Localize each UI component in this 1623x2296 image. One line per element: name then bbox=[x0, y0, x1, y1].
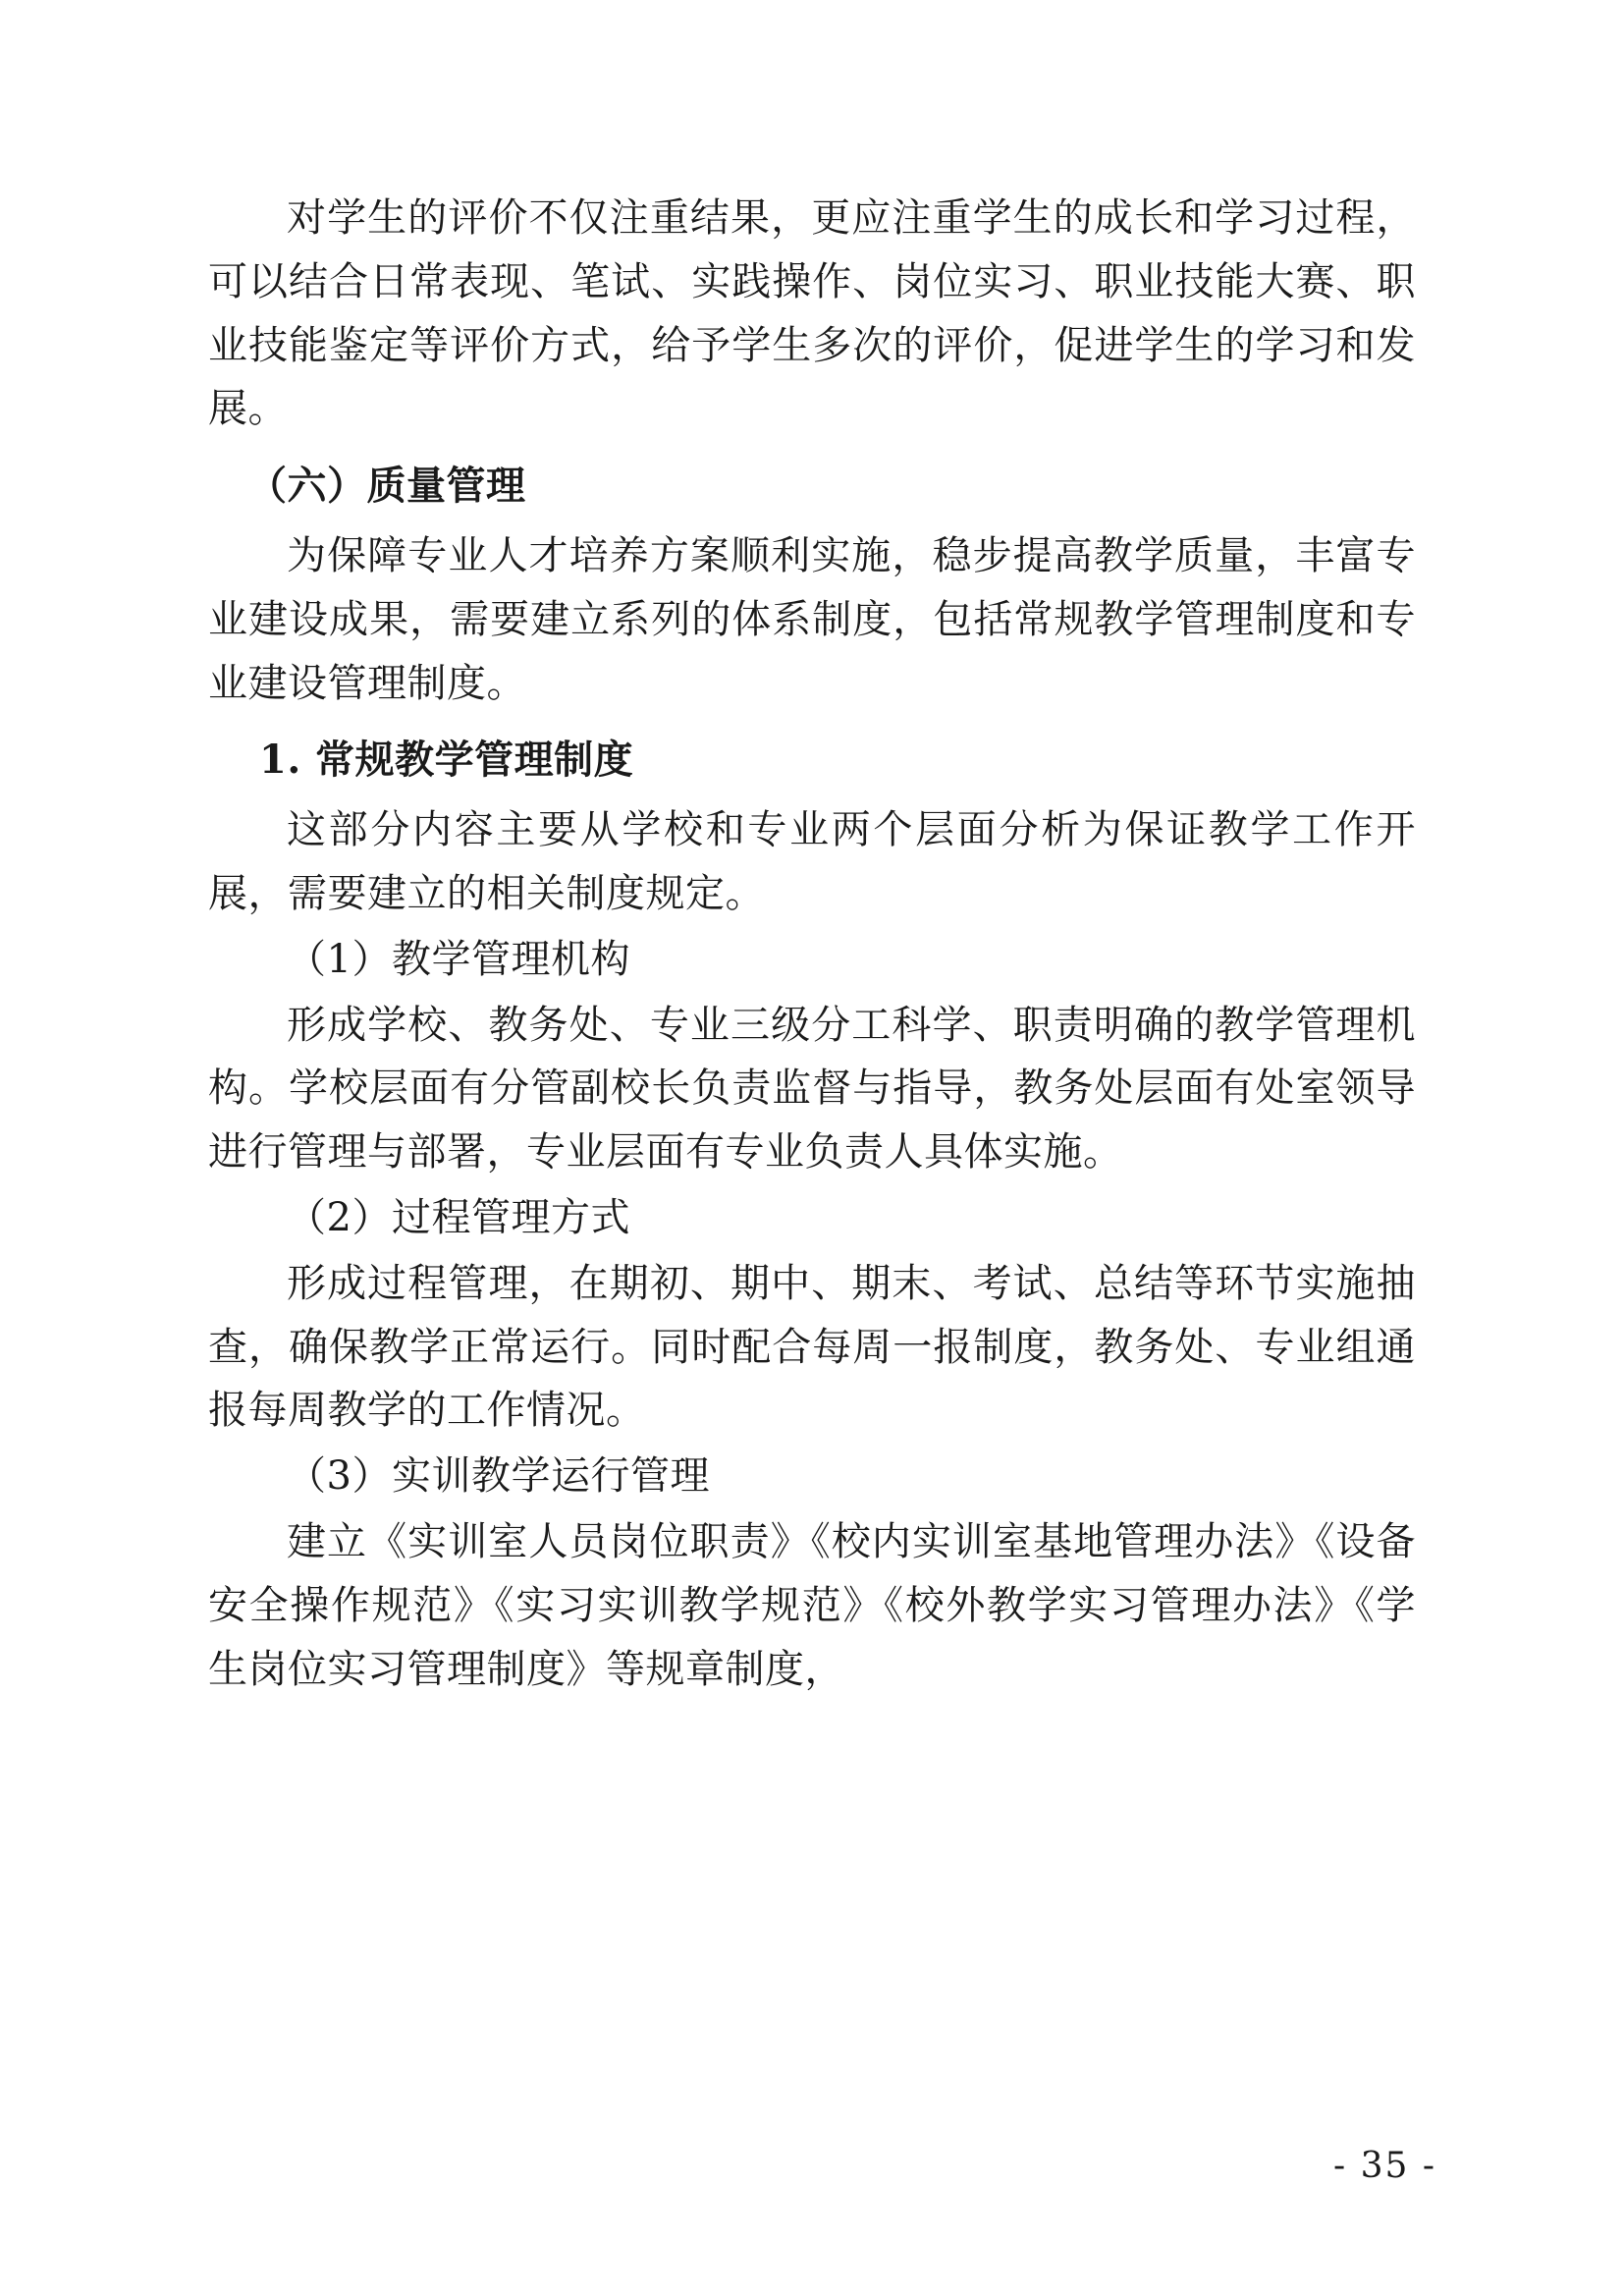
subheading-routine-teaching-system: 1. 常规教学管理制度 bbox=[259, 737, 634, 784]
block-paragraph-process-management bbox=[208, 1252, 1416, 1443]
block-paragraph-training-operation bbox=[208, 1510, 1416, 1701]
paragraph-routine-intro: 这部分内容主要从学校和专业两个层面分析为保证教学工作开展，需要建立的相关制度规定。 bbox=[208, 807, 1416, 916]
block-item-teaching-management-org bbox=[208, 928, 1416, 992]
paragraph-process-management: 形成过程管理，在期初、期中、期末、考试、总结等环节实施抽查，确保教学正常运行。同时配合每周一报制度，教务处、专业组通报每周教学的工作情况。 bbox=[208, 1260, 1416, 1434]
block-item-training-operation bbox=[208, 1445, 1416, 1508]
page-number: - 35 - bbox=[1332, 2146, 1436, 2186]
item-teaching-management-org-title: （1）教学管理机构 bbox=[287, 936, 630, 982]
block-paragraph-teaching-management-org bbox=[208, 994, 1416, 1184]
item-training-operation-title: （3）实训教学运行管理 bbox=[287, 1453, 710, 1500]
block-paragraph-evaluation bbox=[208, 187, 1416, 441]
block-heading-quality-management bbox=[208, 455, 1416, 519]
block-item-process-management bbox=[208, 1186, 1416, 1250]
page-content bbox=[208, 187, 1416, 1703]
paragraph-evaluation: 对学生的评价不仅注重结果，更应注重学生的成长和学习过程，可以结合日常表现、笔试、实践操作、岗位实习、职业技能大赛、职业技能鉴定等评价方式，给予学生多次的评价，促进学生的学习和发展。 bbox=[208, 195, 1416, 432]
block-subheading-routine-teaching-system bbox=[208, 729, 1416, 793]
paragraph-quality-intro: 为保障专业人才培养方案顺利实施，稳步提高教学质量，丰富专业建设成果，需要建立系列的体系制度，包括常规教学管理制度和专业建设管理制度。 bbox=[208, 532, 1416, 706]
item-process-management-title: （2）过程管理方式 bbox=[287, 1194, 630, 1240]
paragraph-teaching-management-org: 形成学校、教务处、专业三级分工科学、职责明确的教学管理机构。学校层面有分管副校长负责监督与指导，教务处层面有处室领导进行管理与部署，专业层面有专业负责人具体实施。 bbox=[208, 1002, 1416, 1175]
heading-quality-management: （六）质量管理 bbox=[247, 463, 526, 510]
block-paragraph-quality-intro bbox=[208, 524, 1416, 715]
block-paragraph-routine-intro bbox=[208, 798, 1416, 926]
paragraph-training-operation: 建立《实训室人员岗位职责》《校内实训室基地管理办法》《设备安全操作规范》《实习实训教学规范》《校外教学实习管理办法》《学生岗位实习管理制度》等规章制度， bbox=[208, 1518, 1416, 1692]
